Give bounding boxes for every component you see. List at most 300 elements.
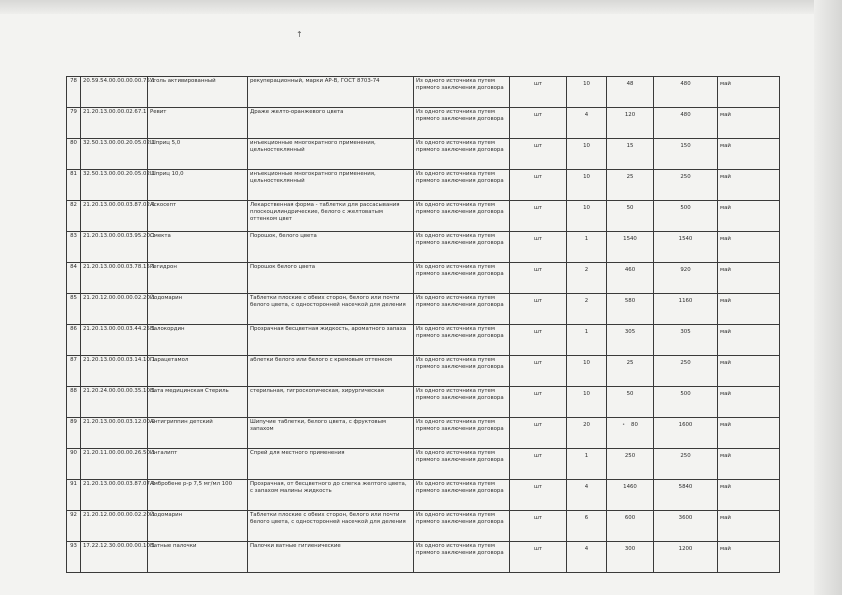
unit: шт	[533, 205, 543, 211]
total-sum-cell	[654, 232, 718, 263]
okpd-code-cell	[81, 201, 156, 232]
procurement-method: Из одного источника путем прямого заключения договора	[416, 140, 504, 153]
quantity-cell	[567, 263, 607, 294]
item-description-cell	[248, 201, 414, 232]
total-sum: 5840	[678, 484, 693, 490]
total-sum: 250	[680, 453, 691, 459]
item-description: Палочки ватные гигиенические	[250, 543, 341, 549]
unit-price: 600	[624, 515, 636, 521]
item-name: Аскосепт	[150, 202, 177, 208]
item-name: Вата медицинская Стериль	[150, 388, 229, 394]
quantity: 1	[584, 236, 589, 242]
okpd-code: 21.20.13.00.00.03.87.02.1	[83, 202, 156, 208]
month: май	[720, 453, 731, 459]
unit-price: 460	[624, 267, 636, 273]
procurement-method: Из одного источника путем прямого заключения договора	[416, 295, 504, 308]
row-number-cell	[67, 201, 81, 232]
item-description-cell	[248, 325, 414, 356]
procurement-method-cell	[414, 511, 510, 542]
unit: шт	[533, 143, 543, 149]
quantity: 2	[584, 267, 589, 273]
unit: шт	[533, 329, 543, 335]
item-name: Шприц 5,0	[150, 140, 181, 146]
quantity-cell	[567, 480, 607, 511]
item-name: Йодомарин	[150, 295, 183, 301]
item-name: Уголь активированный	[150, 78, 216, 84]
month: май	[720, 236, 731, 242]
procurement-method: Из одного источника путем прямого заключения договора	[416, 233, 504, 246]
row-number-cell	[67, 232, 81, 263]
item-name: Парацетамол	[150, 357, 189, 363]
item-description: Порошок белого цвета	[250, 264, 316, 270]
quantity: 10	[583, 205, 590, 211]
item-description: Таблетки плоские с обеих сторон, белого или почти белого цвета, с односторонней насечкой для деления	[250, 512, 406, 525]
month: май	[720, 81, 731, 87]
procurement-method: Из одного источника путем прямого заключения договора	[416, 512, 504, 525]
unit: шт	[533, 236, 543, 242]
unit-price-cell	[607, 356, 654, 387]
okpd-code: 21.20.13.00.00.03.78.15.1	[83, 264, 156, 270]
quantity-cell	[567, 449, 607, 480]
procurement-method-cell	[414, 480, 510, 511]
item-name-cell	[148, 108, 248, 139]
item-description-cell	[248, 387, 414, 418]
unit: шт	[533, 267, 543, 273]
item-name: Смекта	[150, 233, 171, 239]
quantity-cell	[567, 418, 607, 449]
item-description: Таблетки плоские с обеих сторон, белого или почти белого цвета, с односторонней насечкой для деления	[250, 295, 406, 308]
item-description: Лекарственная форма - таблетки для рассасывания плоскоцилиндрические, белого с желтоватым оттенком цвет	[250, 202, 400, 222]
item-description: инъекционные многократного применения, цельностеклянный	[250, 171, 376, 184]
item-name-cell	[148, 418, 248, 449]
total-sum: 1540	[678, 236, 693, 242]
total-sum-cell	[654, 77, 718, 108]
quantity-cell	[567, 232, 607, 263]
month-cell	[718, 139, 780, 170]
item-description: Шипучие таблетки, белого цвета, с фруктовым запахом	[250, 419, 386, 432]
quantity: 4	[584, 112, 589, 118]
quantity: 4	[584, 546, 589, 552]
procurement-method-cell	[414, 542, 510, 573]
item-name-cell	[148, 511, 248, 542]
table-row	[67, 356, 780, 387]
month: май	[720, 298, 731, 304]
table-row	[67, 108, 780, 139]
item-name-cell	[148, 480, 248, 511]
month: май	[720, 112, 731, 118]
unit-price: 25	[626, 360, 634, 366]
item-name: Антигриппин детский	[150, 419, 213, 425]
quantity-cell	[567, 356, 607, 387]
unit: шт	[533, 422, 543, 428]
unit-price: 25	[626, 174, 634, 180]
unit-cell	[510, 511, 567, 542]
month-cell	[718, 542, 780, 573]
unit-price-cell	[607, 201, 654, 232]
month-cell	[718, 418, 780, 449]
quantity: 10	[583, 391, 590, 397]
total-sum: 1200	[678, 546, 693, 552]
unit-cell	[510, 418, 567, 449]
quantity: 1	[584, 453, 589, 459]
row-number-cell	[67, 263, 81, 294]
unit-cell	[510, 139, 567, 170]
unit-price: 1540	[623, 236, 637, 242]
unit-cell	[510, 263, 567, 294]
okpd-code-cell	[81, 418, 156, 449]
quantity-cell	[567, 542, 607, 573]
row-number: 80	[70, 140, 77, 146]
item-name-cell	[148, 387, 248, 418]
month: май	[720, 391, 731, 397]
month: май	[720, 546, 731, 552]
unit-cell	[510, 356, 567, 387]
item-name: Ингалипт	[150, 450, 178, 456]
unit: шт	[533, 298, 543, 304]
procurement-method: Из одного источника путем прямого заключения договора	[416, 202, 504, 215]
item-name-cell	[148, 263, 248, 294]
unit-price: 48	[626, 81, 634, 87]
procurement-method-cell	[414, 418, 510, 449]
procurement-method: Из одного источника путем прямого заключения договора	[416, 481, 504, 494]
row-number: 81	[70, 171, 77, 177]
table-row	[67, 232, 780, 263]
row-number-cell	[67, 542, 81, 573]
unit-cell	[510, 294, 567, 325]
quantity-cell	[567, 201, 607, 232]
item-name: Валокордин	[150, 326, 185, 332]
unit-price: 250	[624, 453, 636, 459]
unit-price-cell	[607, 294, 654, 325]
total-sum-cell	[654, 542, 718, 573]
month: май	[720, 174, 731, 180]
unit: шт	[533, 453, 543, 459]
total-sum-cell	[654, 294, 718, 325]
unit-cell	[510, 480, 567, 511]
okpd-code-cell	[81, 108, 148, 139]
procurement-method: Из одного источника путем прямого заключения договора	[416, 171, 504, 184]
okpd-code-cell	[81, 294, 156, 325]
quantity-cell	[567, 387, 607, 418]
unit: шт	[533, 546, 543, 552]
quantity-cell	[567, 511, 607, 542]
month: май	[720, 267, 731, 273]
table-row	[67, 294, 780, 325]
procurement-method-cell	[414, 263, 510, 294]
item-description-cell	[248, 294, 414, 325]
month-cell	[718, 170, 780, 201]
unit-price: 1460	[623, 484, 637, 490]
procurement-method-cell	[414, 139, 510, 170]
item-description-cell	[248, 480, 414, 511]
okpd-code-cell	[81, 480, 156, 511]
item-name: Регидрон	[150, 264, 177, 270]
okpd-code-cell	[81, 263, 156, 294]
unit-price: 305	[624, 329, 636, 335]
item-description-cell	[248, 511, 414, 542]
quantity: 10	[583, 360, 590, 366]
okpd-code-cell	[81, 387, 156, 418]
total-sum-cell	[654, 170, 718, 201]
unit-price-cell	[607, 511, 654, 542]
table-body	[67, 77, 780, 573]
total-sum: 920	[680, 267, 691, 273]
unit-price: 120	[624, 112, 636, 118]
procurement-method-cell	[414, 201, 510, 232]
quantity: 10	[583, 174, 590, 180]
month: май	[720, 422, 731, 428]
item-name: Ватные палочки	[150, 543, 197, 549]
okpd-code: 21.20.12.00.00.00.02.20.1	[83, 512, 156, 518]
quantity-cell	[567, 139, 607, 170]
month: май	[720, 329, 731, 335]
quantity: 4	[584, 484, 589, 490]
quantity: 6	[584, 515, 589, 521]
month-cell	[718, 201, 780, 232]
table-row	[67, 263, 780, 294]
row-number: 85	[70, 295, 77, 301]
total-sum-cell	[654, 325, 718, 356]
month-cell	[718, 108, 780, 139]
item-name-cell	[148, 139, 248, 170]
unit-price-cell	[607, 108, 654, 139]
unit-cell	[510, 201, 567, 232]
okpd-code-cell	[81, 170, 156, 201]
procurement-method: Из одного источника путем прямого заключения договора	[416, 357, 504, 370]
total-sum: 500	[680, 205, 691, 211]
item-name-cell	[148, 294, 248, 325]
item-description: стерильная, гигроскопическая, хирургическая	[250, 388, 384, 394]
procurement-method: Из одного источника путем прямого заключения договора	[416, 388, 504, 401]
unit: шт	[533, 81, 543, 87]
month-cell	[718, 294, 780, 325]
row-number: 88	[70, 388, 77, 394]
item-description: Прозрачная бесцветная жидкость, ароматного запаха	[250, 326, 407, 332]
okpd-code: 21.20.13.00.00.03.44.25.1	[83, 326, 156, 332]
total-sum-cell	[654, 511, 718, 542]
total-sum: 500	[680, 391, 691, 397]
unit-price: 80	[631, 422, 638, 428]
row-number: 89	[70, 419, 77, 425]
row-number-cell	[67, 139, 81, 170]
procurement-method: Из одного источника путем прямого заключения договора	[416, 264, 504, 277]
row-number-cell	[67, 387, 81, 418]
quantity-cell	[567, 294, 607, 325]
unit-cell	[510, 108, 567, 139]
row-number-cell	[67, 325, 81, 356]
month: май	[720, 143, 731, 149]
okpd-code-cell	[81, 232, 156, 263]
procurement-method: Из одного источника путем прямого заключения договора	[416, 109, 504, 122]
unit-price-cell	[607, 139, 654, 170]
item-name-cell	[148, 325, 248, 356]
item-description-cell	[248, 108, 414, 139]
item-description: Прозрачная, от бесцветного до слегка желтого цвета, с запахом малины жидкость	[250, 481, 407, 494]
procurement-method-cell	[414, 77, 510, 108]
item-description-cell	[248, 232, 414, 263]
okpd-code: 21.20.13.00.00.03.95.20.1	[83, 233, 156, 239]
table-row	[67, 325, 780, 356]
item-description-cell	[248, 418, 414, 449]
table-row	[67, 77, 780, 108]
item-description-cell	[248, 356, 414, 387]
month-cell	[718, 511, 780, 542]
month: май	[720, 205, 731, 211]
total-sum: 1600	[678, 422, 693, 428]
quantity: 1	[584, 329, 589, 335]
procurement-method: Из одного источника путем прямого заключения договора	[416, 450, 504, 463]
unit-price-cell	[607, 325, 654, 356]
item-name: Шприц 10,0	[150, 171, 184, 177]
unit-cell	[510, 232, 567, 263]
total-sum-cell	[654, 480, 718, 511]
unit-price-cell	[607, 232, 654, 263]
item-name-cell	[148, 77, 248, 108]
row-number: 86	[70, 326, 77, 332]
month-cell	[718, 480, 780, 511]
scan-edge-top	[0, 0, 842, 14]
row-number: 91	[70, 481, 77, 487]
total-sum-cell	[654, 263, 718, 294]
procurement-method: Из одного источника путем прямого заключения договора	[416, 326, 504, 339]
unit-price: 50	[626, 391, 634, 397]
total-sum-cell	[654, 387, 718, 418]
row-number: 84	[70, 264, 77, 270]
quantity-cell	[567, 77, 607, 108]
quantity: 20	[583, 422, 590, 428]
total-sum: 305	[680, 329, 691, 335]
unit-price: 300	[624, 546, 636, 552]
total-sum-cell	[654, 108, 718, 139]
unit-price: 50	[626, 205, 634, 211]
table-row	[67, 387, 780, 418]
unit-price-cell	[607, 480, 654, 511]
month: май	[720, 360, 731, 366]
procurement-table-sheet	[66, 76, 779, 573]
row-number-cell	[67, 170, 81, 201]
month-cell	[718, 449, 780, 480]
okpd-code-cell	[81, 77, 156, 108]
item-description: аблетки белого или белого с кремовым оттенком	[250, 357, 392, 363]
quantity: 10	[583, 143, 590, 149]
unit: шт	[533, 174, 543, 180]
okpd-code: 21.20.13.00.00.02.67.1	[83, 109, 147, 115]
item-name: Амбробене р-р 7,5 мг/мл 100	[150, 481, 233, 487]
table-row	[67, 449, 780, 480]
okpd-code: 21.20.12.00.00.00.02.20.1	[83, 295, 156, 301]
item-name: Йодомарин	[150, 512, 183, 518]
row-number: 87	[70, 357, 77, 363]
unit-price-cell	[607, 542, 654, 573]
table-row	[67, 418, 780, 449]
table-row	[67, 480, 780, 511]
unit-price-cell	[607, 77, 654, 108]
item-name: Ревит	[150, 109, 167, 115]
row-number: 93	[70, 543, 77, 549]
table-row	[67, 201, 780, 232]
unit-cell	[510, 77, 567, 108]
table-row	[67, 511, 780, 542]
total-sum: 1160	[678, 298, 693, 304]
okpd-code-cell	[81, 449, 156, 480]
table-row	[67, 139, 780, 170]
total-sum-cell	[654, 449, 718, 480]
okpd-code: 32.50.13.00.00.20.05.02.1	[83, 140, 156, 146]
item-name-cell	[148, 232, 248, 263]
row-number: 92	[70, 512, 77, 518]
stray-mark: •	[622, 422, 626, 428]
okpd-code: 21.20.13.00.00.03.87.07.1	[83, 481, 156, 487]
item-description-cell	[248, 449, 414, 480]
unit: шт	[533, 391, 543, 397]
unit-price: 15	[626, 143, 634, 149]
unit-cell	[510, 325, 567, 356]
total-sum-cell	[654, 201, 718, 232]
okpd-code: 21.20.13.00.00.03.14.10.1	[83, 357, 156, 363]
row-number-cell	[67, 77, 81, 108]
okpd-code: 17.22.12.30.00.00.00.10.1	[83, 543, 156, 549]
item-description-cell	[248, 77, 414, 108]
unit: шт	[533, 112, 543, 118]
total-sum-cell	[654, 139, 718, 170]
quantity: 2	[584, 298, 589, 304]
month-cell	[718, 325, 780, 356]
okpd-code-cell	[81, 511, 156, 542]
month-cell	[718, 387, 780, 418]
month-cell	[718, 356, 780, 387]
row-number-cell	[67, 356, 81, 387]
row-number: 82	[70, 202, 77, 208]
total-sum: 3600	[678, 515, 693, 521]
procurement-method-cell	[414, 108, 510, 139]
procurement-method: Из одного источника путем прямого заключения договора	[416, 543, 504, 556]
total-sum-cell	[654, 418, 718, 449]
item-description-cell	[248, 170, 414, 201]
unit-price-cell	[607, 170, 654, 201]
okpd-code: 21.20.13.00.00.03.12.00.2	[83, 419, 156, 425]
item-name-cell	[148, 542, 248, 573]
row-number-cell	[67, 480, 81, 511]
total-sum-cell	[654, 356, 718, 387]
row-number-cell	[67, 511, 81, 542]
row-number: 79	[70, 109, 77, 115]
total-sum: 250	[680, 174, 691, 180]
item-description: инъекционные многократного применения, цельностеклянный	[250, 140, 376, 153]
procurement-method-cell	[414, 170, 510, 201]
total-sum: 480	[680, 112, 691, 118]
item-name-cell	[148, 449, 248, 480]
okpd-code: 21.20.24.00.00.00.35.10.1	[83, 388, 156, 394]
unit-cell	[510, 387, 567, 418]
procurement-table	[66, 76, 780, 573]
total-sum: 480	[680, 81, 691, 87]
month: май	[720, 515, 731, 521]
okpd-code-cell	[81, 356, 156, 387]
procurement-method-cell	[414, 325, 510, 356]
row-number: 78	[70, 78, 77, 84]
okpd-code-cell	[81, 139, 156, 170]
unit-price-cell	[607, 263, 654, 294]
unit-price-cell	[607, 449, 654, 480]
header-mark: ↑	[296, 30, 303, 39]
quantity-cell	[567, 108, 607, 139]
okpd-code-cell	[81, 542, 156, 573]
total-sum: 250	[680, 360, 691, 366]
table-row	[67, 542, 780, 573]
item-name-cell	[148, 170, 248, 201]
quantity: 10	[583, 81, 590, 87]
row-number-cell	[67, 108, 81, 139]
